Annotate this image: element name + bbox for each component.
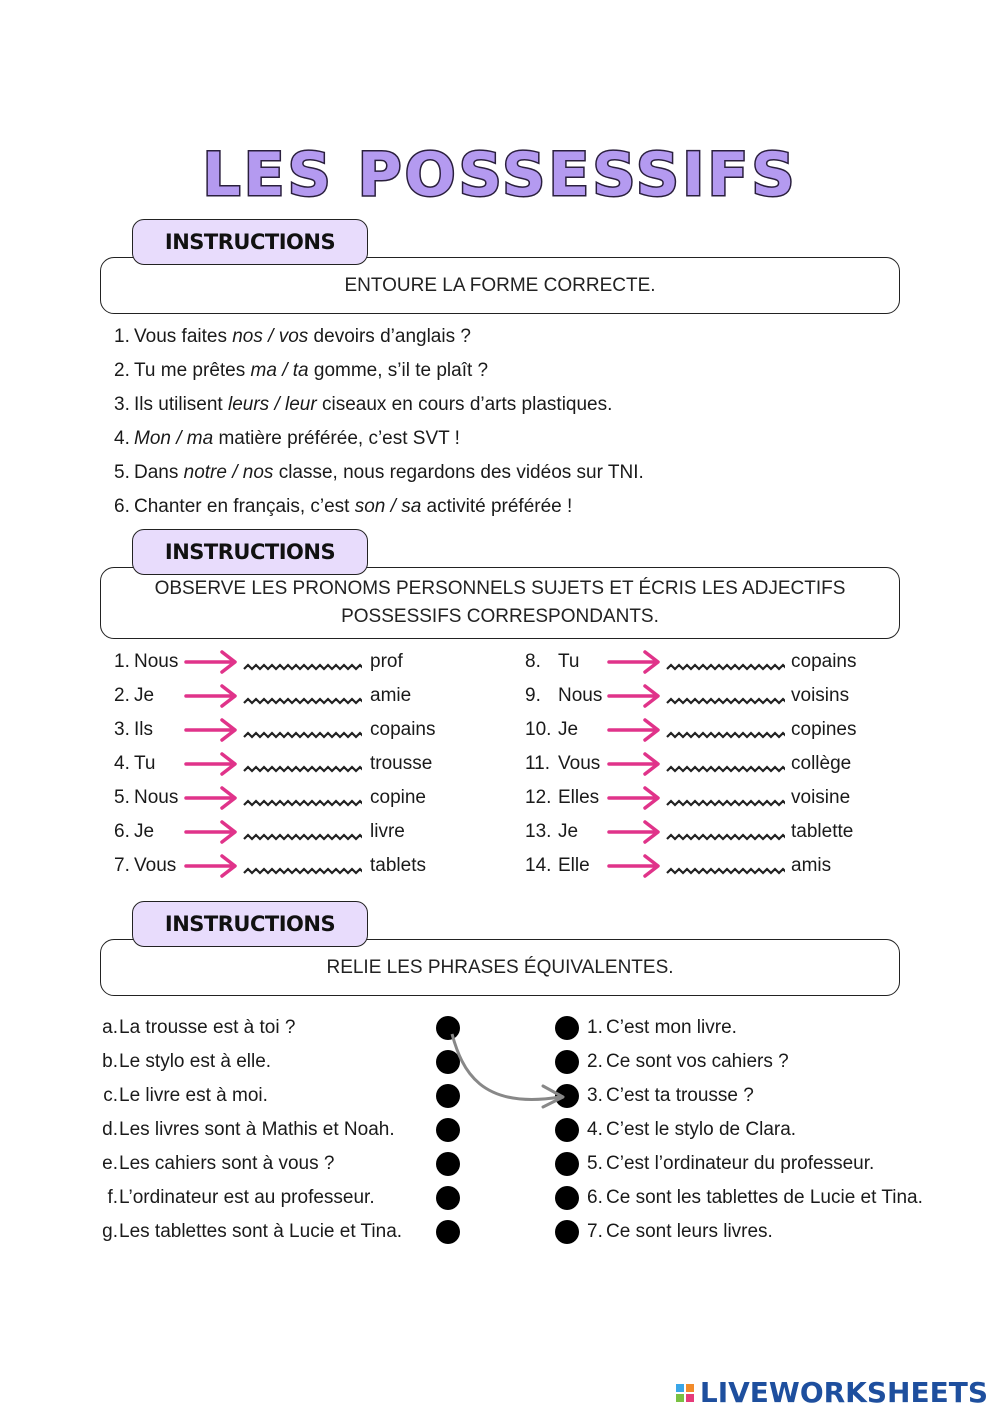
- noun: trousse: [370, 753, 433, 774]
- arrow-right-icon: [184, 683, 240, 709]
- pronoun-row: [114, 645, 494, 679]
- item-letter: c.: [103, 1085, 118, 1106]
- liveworksheets-logo: [676, 1376, 988, 1409]
- pronoun-row: [114, 815, 494, 849]
- match-right-item: [555, 1079, 975, 1113]
- arrow-right-icon: [607, 785, 663, 811]
- item-number: 2.: [587, 1051, 603, 1072]
- item-number: 13.: [525, 821, 552, 842]
- match-left-text: La trousse est à toi ?: [119, 1017, 296, 1038]
- arrow-right-icon: [607, 751, 663, 777]
- pronoun: Elle: [558, 855, 590, 876]
- exercise-1-item[interactable]: [114, 388, 644, 422]
- match-right-item: [555, 1147, 975, 1181]
- match-right-text: Ce sont les tablettes de Lucie et Tina.: [606, 1187, 923, 1208]
- pronoun-row: [525, 849, 905, 883]
- match-left-item: [100, 1181, 460, 1215]
- arrow-right-icon: [184, 853, 240, 879]
- item-number: 4.: [587, 1119, 603, 1140]
- match-right-item: [555, 1215, 975, 1249]
- item-text-before: Tu me prêtes: [134, 360, 251, 381]
- logo-blocks-icon: [676, 1384, 694, 1402]
- item-number: 4.: [114, 753, 130, 774]
- pronoun: Nous: [134, 787, 179, 808]
- pronoun: Tu: [134, 753, 156, 774]
- match-dot[interactable]: [436, 1220, 460, 1244]
- answer-blank[interactable]: [242, 827, 362, 845]
- instruction-text-2: OBSERVE LES PRONOMS PERSONNELS SUJETS ET ÉCRIS LES ADJECTIFS POSSESSIFS CORRESPONDANTS.: [154, 578, 846, 627]
- match-right-text: C’est mon livre.: [606, 1017, 737, 1038]
- item-number: 1.: [114, 651, 130, 672]
- exercise-1-item[interactable]: [114, 320, 644, 354]
- item-text-after: ciseaux en cours d’arts plastiques.: [316, 394, 613, 415]
- match-dot[interactable]: [555, 1152, 579, 1176]
- item-text-before: Dans: [134, 462, 184, 483]
- item-number: 6.: [114, 496, 130, 517]
- choice-option[interactable]: leurs / leur: [227, 394, 317, 415]
- arrow-right-icon: [184, 751, 240, 777]
- match-right-item: [555, 1181, 975, 1215]
- answer-blank[interactable]: [665, 827, 785, 845]
- match-dot[interactable]: [555, 1186, 579, 1210]
- item-text-before: Vous faites: [134, 326, 233, 347]
- item-number: 5.: [114, 462, 130, 483]
- match-dot[interactable]: [555, 1016, 579, 1040]
- item-number: 14.: [525, 855, 552, 876]
- item-number: 1.: [587, 1017, 603, 1038]
- answer-blank[interactable]: [242, 691, 362, 709]
- answer-blank[interactable]: [665, 725, 785, 743]
- item-number: 10.: [525, 719, 552, 740]
- pronoun: Je: [558, 719, 579, 740]
- match-right-text: C’est l’ordinateur du professeur.: [606, 1153, 875, 1174]
- item-letter: a.: [102, 1017, 118, 1038]
- choice-option[interactable]: nos / vos: [232, 326, 309, 347]
- brand-text: LIVEWORKSHEETS: [699, 1376, 988, 1409]
- answer-blank[interactable]: [242, 793, 362, 811]
- match-connector-arrow: [452, 1034, 560, 1100]
- item-letter: f.: [107, 1187, 118, 1208]
- match-left-text: Le livre est à moi.: [119, 1085, 268, 1106]
- item-letter: g.: [102, 1221, 118, 1242]
- item-number: 2.: [114, 685, 130, 706]
- match-left-item: [100, 1011, 460, 1045]
- arrow-right-icon: [607, 853, 663, 879]
- exercise-1-item[interactable]: [114, 490, 644, 524]
- answer-blank[interactable]: [665, 759, 785, 777]
- arrow-right-icon: [184, 819, 240, 845]
- arrow-right-icon: [607, 649, 663, 675]
- item-text-after: devoirs d’anglais ?: [308, 326, 471, 347]
- item-text-after: gomme, s’il te plaît ?: [308, 360, 489, 381]
- instructions-tab-2: INSTRUCTIONS: [132, 529, 368, 575]
- noun: voisins: [791, 685, 850, 706]
- noun: collège: [791, 753, 852, 774]
- answer-blank[interactable]: [242, 759, 362, 777]
- match-right-item: [555, 1011, 975, 1045]
- arrow-right-icon: [184, 785, 240, 811]
- match-dot[interactable]: [436, 1050, 460, 1074]
- item-number: 7.: [114, 855, 130, 876]
- pronoun: Je: [558, 821, 579, 842]
- page-title: LES POSSESSIFS: [202, 140, 798, 210]
- match-right-text: Ce sont vos cahiers ?: [606, 1051, 789, 1072]
- pronoun-row: [114, 781, 494, 815]
- match-left-item: [100, 1215, 460, 1249]
- pronoun: Vous: [558, 753, 601, 774]
- answer-blank[interactable]: [665, 793, 785, 811]
- item-number: 3.: [114, 719, 130, 740]
- pronoun: Tu: [558, 651, 580, 672]
- pronoun: Ils: [134, 719, 153, 740]
- match-dot[interactable]: [555, 1118, 579, 1142]
- arrow-right-icon: [184, 717, 240, 743]
- pronoun: Je: [134, 821, 155, 842]
- match-left-item: [100, 1079, 460, 1113]
- answer-blank[interactable]: [665, 861, 785, 879]
- noun: amis: [791, 855, 832, 876]
- matching-left-column: [100, 1011, 460, 1249]
- pronoun-row: [525, 747, 905, 781]
- match-right-text: C’est le stylo de Clara.: [606, 1119, 797, 1140]
- item-number: 1.: [114, 326, 130, 347]
- instruction-box-2: [100, 567, 900, 639]
- item-number: 6.: [587, 1187, 603, 1208]
- noun: prof: [370, 651, 403, 672]
- pronoun: Vous: [134, 855, 177, 876]
- item-number: 6.: [114, 821, 130, 842]
- choice-option[interactable]: son / sa: [354, 496, 422, 517]
- exercise-2-right-column: [525, 645, 905, 883]
- item-number: 5.: [114, 787, 130, 808]
- match-right-item: [555, 1045, 975, 1079]
- item-number: 12.: [525, 787, 552, 808]
- pronoun-row: [525, 815, 905, 849]
- instructions-tab-3: INSTRUCTIONS: [132, 901, 368, 947]
- item-letter: b.: [102, 1051, 118, 1072]
- item-letter: d.: [102, 1119, 118, 1140]
- pronoun: Je: [134, 685, 155, 706]
- pronoun-row: [114, 679, 494, 713]
- answer-blank[interactable]: [242, 725, 362, 743]
- choice-option[interactable]: notre / nos: [183, 462, 274, 483]
- matching-right-column: [555, 1011, 975, 1249]
- item-number: 11.: [525, 753, 551, 774]
- match-left-text: Le stylo est à elle.: [119, 1051, 272, 1072]
- match-dot[interactable]: [436, 1118, 460, 1142]
- match-dot[interactable]: [436, 1186, 460, 1210]
- pronoun-row: [525, 645, 905, 679]
- item-number: 7.: [587, 1221, 603, 1242]
- arrow-right-icon: [607, 717, 663, 743]
- pronoun: Elles: [558, 787, 600, 808]
- item-number: 9.: [525, 685, 541, 706]
- item-number: 4.: [114, 428, 130, 449]
- answer-blank[interactable]: [242, 657, 362, 675]
- match-dot[interactable]: [436, 1084, 460, 1108]
- noun: tablets: [370, 855, 426, 876]
- arrow-right-icon: [607, 683, 663, 709]
- item-text-after: classe, nous regardons des vidéos sur TNI.: [273, 462, 644, 483]
- item-number: 5.: [587, 1153, 603, 1174]
- match-right-text: Ce sont leurs livres.: [606, 1221, 773, 1242]
- noun: copains: [791, 651, 857, 672]
- match-dot[interactable]: [555, 1050, 579, 1074]
- match-dot[interactable]: [436, 1152, 460, 1176]
- noun: amie: [370, 685, 412, 706]
- pronoun-row: [525, 713, 905, 747]
- exercise-1-item[interactable]: [114, 422, 644, 456]
- noun: voisine: [791, 787, 851, 808]
- item-number: 2.: [114, 360, 130, 381]
- instruction-text-1: ENTOURE LA FORME CORRECTE.: [344, 274, 656, 296]
- arrow-right-icon: [607, 819, 663, 845]
- match-dot[interactable]: [555, 1220, 579, 1244]
- match-dot[interactable]: [436, 1016, 460, 1040]
- pronoun-row: [525, 679, 905, 713]
- answer-blank[interactable]: [665, 657, 785, 675]
- match-dot[interactable]: [555, 1084, 579, 1108]
- match-left-text: Les cahiers sont à vous ?: [119, 1153, 335, 1174]
- pronoun-row: [114, 747, 494, 781]
- pronoun-row: [525, 781, 905, 815]
- item-number: 3.: [587, 1085, 603, 1106]
- noun: copines: [791, 719, 857, 740]
- match-left-text: Les tablettes sont à Lucie et Tina.: [119, 1221, 403, 1242]
- item-number: 3.: [114, 394, 130, 415]
- match-left-item: [100, 1147, 460, 1181]
- instruction-box-1: [100, 257, 900, 314]
- choice-option[interactable]: Mon / ma: [134, 428, 214, 449]
- pronoun: Nous: [558, 685, 603, 706]
- exercise-1-item[interactable]: [114, 456, 644, 490]
- exercise-2-left-column: [114, 645, 494, 883]
- noun: copine: [370, 787, 426, 808]
- match-right-item: [555, 1113, 975, 1147]
- item-letter: e.: [102, 1153, 118, 1174]
- item-text-after: activité préférée !: [421, 496, 573, 517]
- match-left-text: L’ordinateur est au professeur.: [119, 1187, 375, 1208]
- exercise-1-list: [114, 320, 644, 524]
- instruction-box-3: [100, 939, 900, 996]
- choice-option[interactable]: ma / ta: [250, 360, 309, 381]
- arrow-right-icon: [184, 649, 240, 675]
- noun: copains: [370, 719, 436, 740]
- noun: tablette: [791, 821, 854, 842]
- item-number: 8.: [525, 651, 541, 672]
- noun: livre: [370, 821, 405, 842]
- pronoun: Nous: [134, 651, 179, 672]
- pronoun-row: [114, 713, 494, 747]
- instructions-tab-1: INSTRUCTIONS: [132, 219, 368, 265]
- answer-blank[interactable]: [665, 691, 785, 709]
- match-left-text: Les livres sont à Mathis et Noah.: [119, 1119, 395, 1140]
- instruction-text-3: RELIE LES PHRASES ÉQUIVALENTES.: [326, 956, 674, 978]
- answer-blank[interactable]: [242, 861, 362, 879]
- match-right-text: C’est ta trousse ?: [606, 1085, 754, 1106]
- item-text-after: matière préférée, c’est SVT !: [213, 428, 460, 449]
- match-left-item: [100, 1045, 460, 1079]
- exercise-1-item[interactable]: [114, 354, 644, 388]
- item-text-before: Chanter en français, c’est: [134, 496, 355, 517]
- pronoun-row: [114, 849, 494, 883]
- match-left-item: [100, 1113, 460, 1147]
- item-text-before: Ils utilisent: [134, 394, 228, 415]
